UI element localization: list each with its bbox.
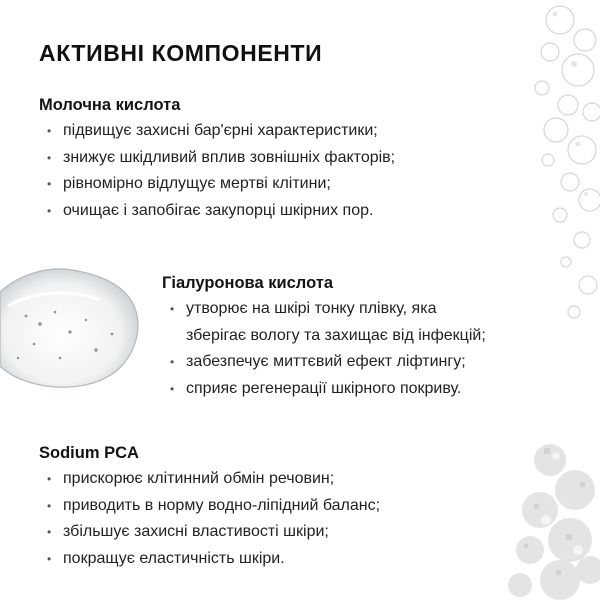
hyaluronic-acid-section [162,274,486,402]
list-item: • утворює на шкірі тонку плівку, яка зберігає вологу та захищає від інфекцій; [162,296,486,349]
list-item: • прискорює клітинний обмін речовин; [39,466,380,493]
bubbles-image [490,0,600,330]
gel-smear-image [0,262,150,397]
salt-crystals-image [460,400,600,600]
list-item: • збільшує захисні властивості шкіри; [39,519,380,546]
list-item: • приводить в норму водно-ліпідний баланс; [39,493,380,520]
list-item: • сприяє регенерації шкірного покриву. [162,376,486,403]
list-item: • забезпечує миттєвий ефект ліфтингу; [162,349,486,376]
benefit-list [162,296,486,402]
section-heading: Молочна кислота [39,96,181,114]
list-item: • очищає і запобігає закупорці шкірних пор. [39,198,395,225]
list-item: • покращує еластичність шкіри. [39,546,380,573]
list-item: • рівномірно відлущує мертві клітини; [39,171,395,198]
page-title: АКТИВНІ КОМПОНЕНТИ [39,40,323,66]
sodium-pca-section [39,444,380,572]
section-heading: Гіалуронова кислота [162,274,333,292]
list-item: • підвищує захисні бар'єрні характеристики; [39,118,395,145]
lactic-acid-section [39,96,395,224]
benefit-list [39,118,395,224]
list-item: • знижує шкідливий вплив зовнішніх факторів; [39,145,395,172]
benefit-list [39,466,380,572]
section-heading: Sodium PCA [39,444,139,462]
